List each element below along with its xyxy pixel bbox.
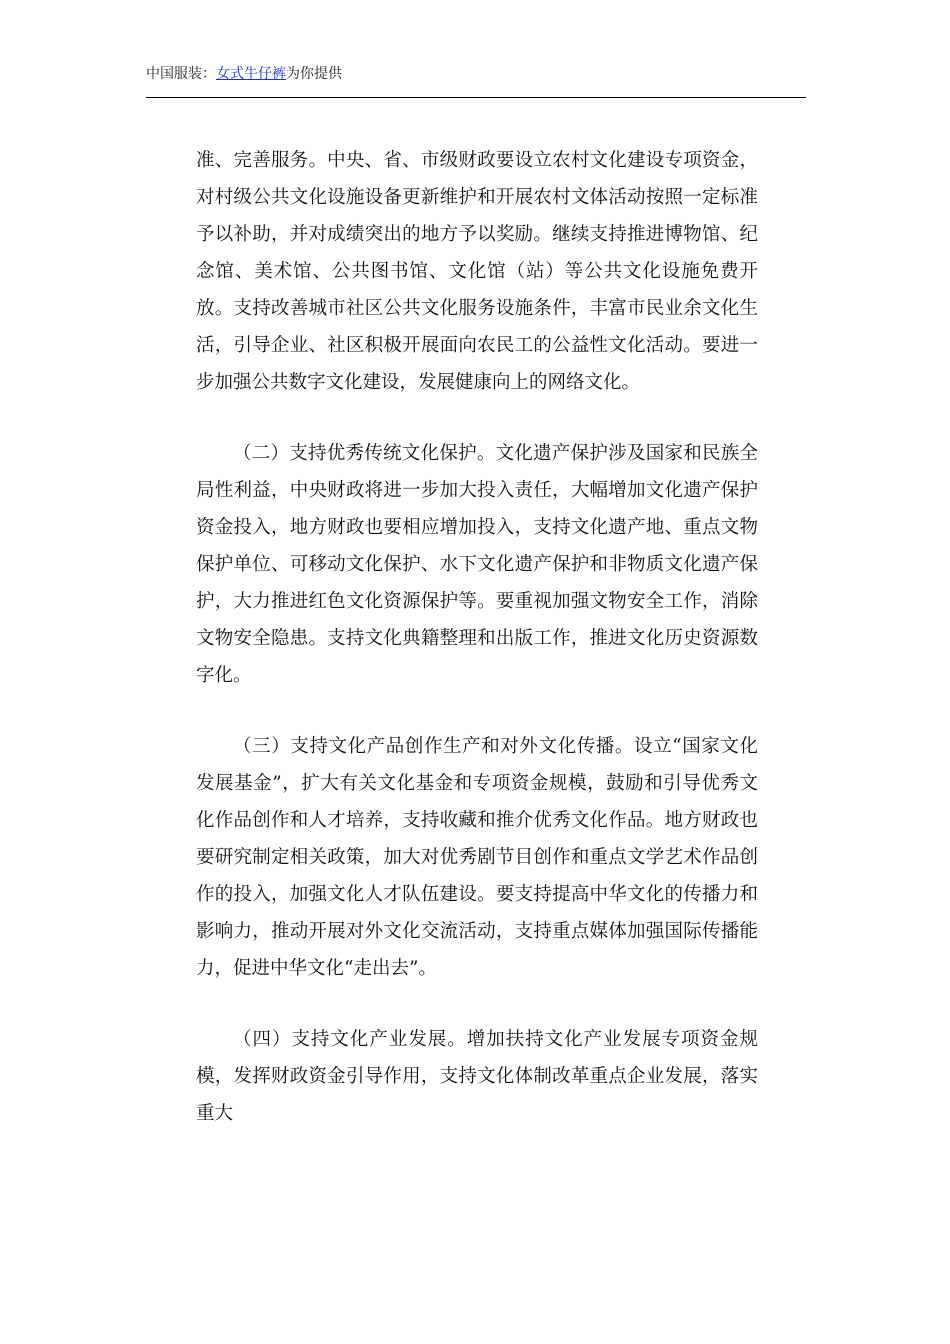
paragraph-section-4: （四）支持文化产业发展。增加扶持文化产业发展专项资金规模，发挥财政资金引导作用，支持文化体制改革重点企业发展，落实重大 — [196, 1029, 758, 1124]
header-prefix: 中国服装： — [146, 66, 216, 82]
paragraph-continuation: 准、完善服务。中央、省、市级财政要设立农村文化建设专项资金，对村级公共文化设施设备更新维护和开展农村文体活动按照一定标准予以补助，并对成绩突出的地方予以奖励。继续支持推进博物馆、纪念馆、美术馆、公共图书馆、文化馆（站）等公共文化设施免费开放。支持改善城市社区公共文化服务设施条件，丰富市民业余文化生活，引导企业、社区积极开展面向农民工的公益性文化活动。要进一步加强公共数字文化建设，发展健康向上的网络文化。 — [196, 150, 758, 393]
document-body — [196, 142, 758, 1166]
header-suffix: 为你提供 — [286, 66, 342, 82]
paragraph-section-2: （二）支持优秀传统文化保护。文化遗产保护涉及国家和民族全局性利益，中央财政将进一步加大投入责任，大幅增加文化遗产保护资金投入，地方财政也要相应增加投入，支持文化遗产地、重点文物保护单位、可移动文化保护、水下文化遗产保护和非物质文化遗产保护，大力推进红色文化资源保护等。要重视加强文物安全工作，消除文物安全隐患。支持文化典籍整理和出版工作，推进文化历史资源数字化。 — [196, 443, 758, 686]
header-link[interactable]: 女式牛仔裤 — [216, 66, 286, 82]
paragraph-section-3: （三）支持文化产品创作生产和对外文化传播。设立“国家文化发展基金”，扩大有关文化基金和专项资金规模，鼓励和引导优秀文化作品创作和人才培养，支持收藏和推介优秀文化作品。地方财政也要研究制定相关政策，加大对优秀剧节目创作和重点文学艺术作品创作的投入，加强文化人才队伍建设。要支持提高中华文化的传播力和影响力，推动开展对外文化交流活动，支持重点媒体加强国际传播能力，促进中华文化“走出去”。 — [196, 736, 758, 979]
header-divider — [146, 97, 806, 98]
page-header — [146, 64, 342, 84]
